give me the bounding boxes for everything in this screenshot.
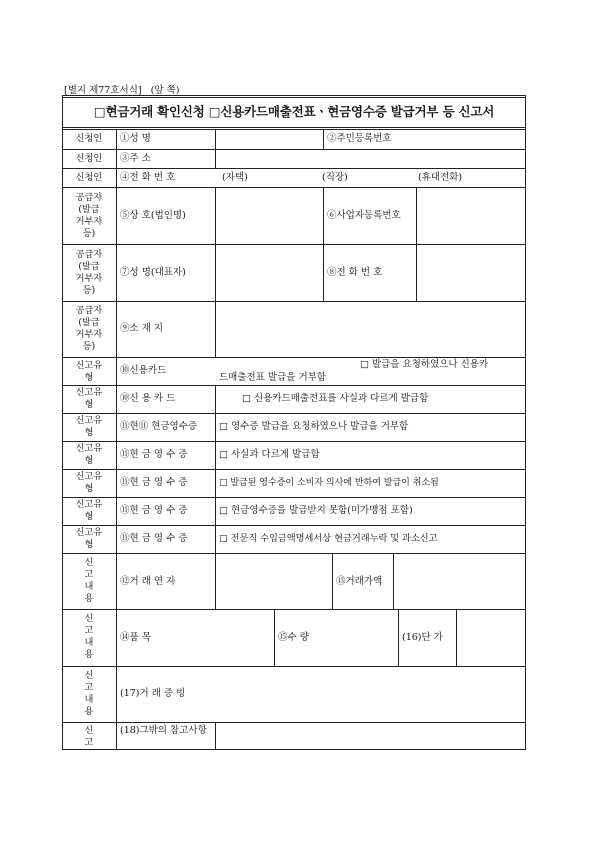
row-divider bbox=[62, 357, 526, 358]
page-side-label: (앞 쪽) bbox=[150, 85, 180, 96]
report-type-item: ⑪현 금 영 수 증 bbox=[120, 533, 188, 544]
report-type-item: ⑩신용카드 bbox=[120, 365, 167, 376]
row-divider bbox=[62, 129, 526, 130]
item-column-divider bbox=[215, 129, 216, 168]
supplier-label: 공급자 (발급 거부자 등) bbox=[75, 192, 103, 239]
quantity-label: ⑮수 량 bbox=[278, 632, 309, 643]
applicant-label: 신청인 bbox=[75, 172, 103, 183]
report-type-desc: □ 발급된 영수증이 소비자 의사에 반하여 발급이 취소됨 bbox=[219, 478, 439, 488]
home-phone-label: (자택) bbox=[222, 172, 248, 183]
report-type-desc: □ 사실과 다르게 발급함 bbox=[219, 449, 320, 460]
report-type-item: ⑪현 금 영 수 증 bbox=[120, 505, 188, 516]
row-divider bbox=[62, 385, 526, 386]
report-type-desc: □ 영수증 발급을 요청하였으나 발급을 거부함 bbox=[219, 421, 409, 432]
report-type-desc: □ 전문직 수입금액명세서상 현금거래누락 및 과소신고 bbox=[219, 533, 438, 544]
trade-date-label: ⑫거 래 연 자 bbox=[120, 576, 176, 587]
report-type-label: 신고유 형 bbox=[75, 527, 103, 550]
report-type-label: 신고유 형 bbox=[75, 415, 103, 438]
item-name-label: ⑭품 목 bbox=[120, 632, 151, 643]
row-divider bbox=[62, 413, 526, 414]
report-type-item: ⑪현 금 영 수 증 bbox=[120, 449, 188, 460]
form-number: [별지 제77호서식] bbox=[64, 85, 142, 96]
rep-name-label: ⑦성 명(대표자) bbox=[120, 267, 186, 278]
report-type-label: 신고유 형 bbox=[75, 360, 103, 383]
applicant-label: 신청인 bbox=[75, 133, 103, 144]
report-type-label: 신고유 형 bbox=[75, 387, 103, 410]
mobile-phone-label: (휴대전화) bbox=[418, 172, 463, 183]
row-divider bbox=[62, 469, 526, 470]
row-divider bbox=[62, 301, 526, 302]
item-name-divider bbox=[274, 609, 275, 666]
mid-column-divider bbox=[323, 187, 324, 301]
trade-amount-label: ⑬거래가액 bbox=[336, 576, 383, 587]
report-type-label: 신고유 형 bbox=[75, 471, 103, 494]
supplier-label: 공급자 (발급 거부자 등) bbox=[75, 249, 103, 296]
row-divider bbox=[62, 497, 526, 498]
other-note-label: (18)그밖의 참고사항 bbox=[120, 725, 207, 736]
supplier-label: 공급자 (발급 거부자 등) bbox=[75, 305, 103, 352]
location-label: ⑨소 재 지 bbox=[120, 323, 164, 334]
item-column-divider bbox=[215, 385, 216, 609]
report-type-label: 신고유 형 bbox=[75, 499, 103, 522]
applicant-label: 신청인 bbox=[75, 153, 103, 164]
report-type-item: ⑩신 용 카 드 bbox=[120, 393, 176, 404]
report-type-desc: □ 현금영수증을 발급받지 못함(미가맹점 포함) bbox=[219, 505, 413, 516]
form-header bbox=[64, 82, 179, 96]
mid-column-divider bbox=[416, 187, 417, 301]
unit-price-label: (16)단 가 bbox=[402, 632, 443, 643]
row-divider bbox=[62, 666, 526, 667]
row-divider bbox=[62, 441, 526, 442]
row-divider bbox=[62, 722, 526, 723]
biz-no-label: ⑥사업자등록번호 bbox=[327, 210, 401, 221]
row-divider bbox=[62, 525, 526, 526]
item-column-divider bbox=[215, 722, 216, 750]
row-divider bbox=[62, 187, 526, 188]
row-divider bbox=[62, 127, 526, 128]
report-content-label: 신 고 내 용 bbox=[84, 557, 94, 604]
report-type-desc: □ 신용카드매출전표를 사실과 다르게 발급함 bbox=[242, 393, 429, 404]
quantity-divider bbox=[398, 609, 399, 666]
trade-amount-value-divider bbox=[393, 553, 394, 609]
trade-name-label: ⑤상 호(법인명) bbox=[120, 210, 186, 221]
report-type-label: 신고유 형 bbox=[75, 443, 103, 466]
rrn-label: ②주민등록번호 bbox=[327, 133, 392, 144]
report-type-desc: □ 발급을 요청하였으나 신용카 bbox=[360, 359, 489, 370]
evidence-label: (17)거 래 증 빙 bbox=[120, 688, 186, 699]
unit-price-divider bbox=[456, 609, 457, 666]
report-content-label: 신 고 bbox=[84, 725, 94, 748]
name-label: ①성 명 bbox=[120, 133, 151, 144]
form-title: □현금거래 확인신청 □신용카드매출전표ㆍ현금영수증 발급거부 등 신고서 bbox=[93, 104, 495, 119]
phone-label: ④전 화 번 호 bbox=[120, 172, 176, 183]
report-content-label: 신 고 내 용 bbox=[84, 613, 94, 660]
report-type-desc: 드매출전표 발급을 거부함 bbox=[219, 372, 326, 383]
mid-column-divider bbox=[323, 129, 324, 149]
trade-amount-divider bbox=[332, 553, 333, 609]
item-column-divider bbox=[215, 187, 216, 357]
report-type-item: ⑪현 금 영 수 증 bbox=[120, 477, 188, 488]
row-divider bbox=[62, 244, 526, 245]
label-column-divider bbox=[116, 129, 117, 750]
row-divider bbox=[62, 149, 526, 150]
address-label: ③주 소 bbox=[120, 153, 151, 164]
supplier-phone-label: ⑧전 화 번 호 bbox=[327, 267, 383, 278]
row-divider bbox=[62, 553, 526, 554]
row-divider bbox=[62, 168, 526, 169]
report-type-item: ⑪현⑪ 현금영수증 bbox=[120, 421, 198, 432]
report-content-label: 신 고 내 용 bbox=[84, 670, 94, 717]
work-phone-label: (직장) bbox=[322, 172, 348, 183]
